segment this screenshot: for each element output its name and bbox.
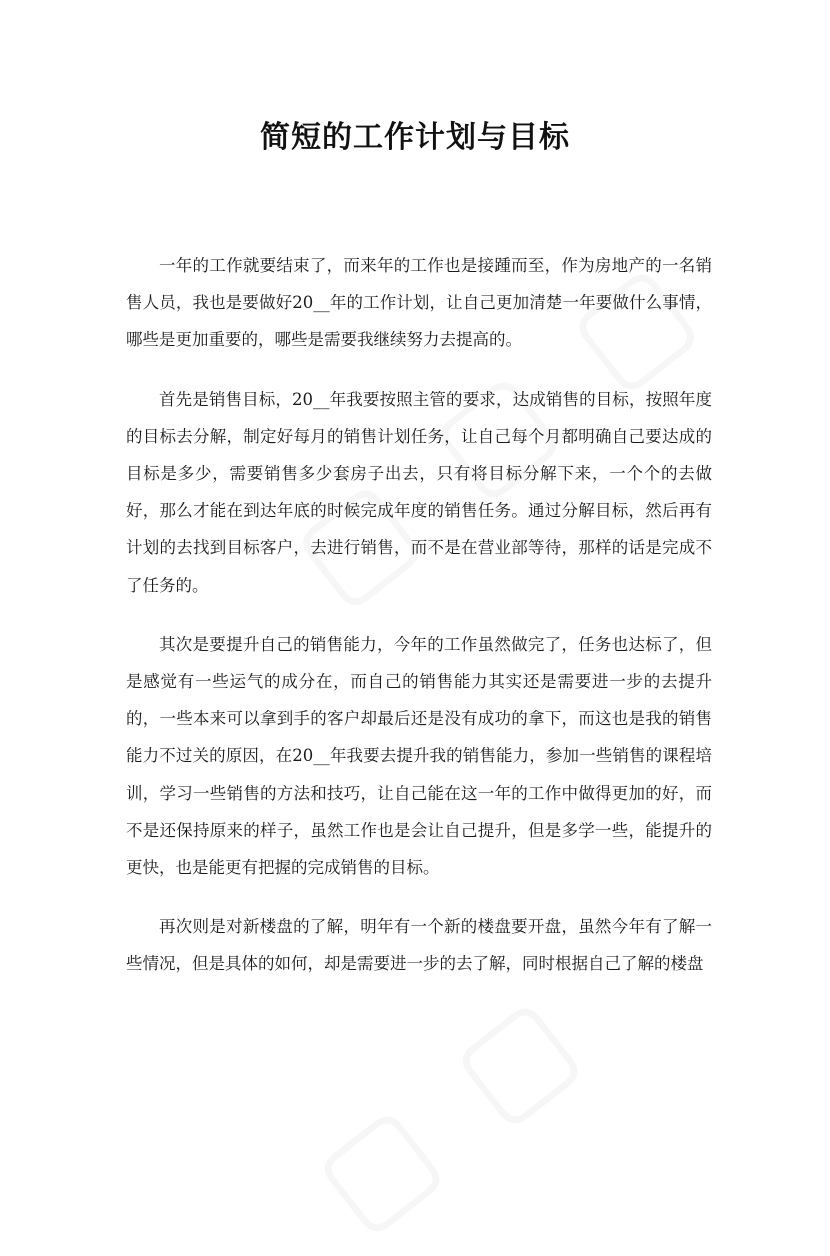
document-title: 简短的工作计划与目标 (260, 120, 570, 155)
paragraph-4: 再次则是对新楼盘的了解，明年有一个新的楼盘要开盘，虽然今年有了解一些情况，但是具体的如何，却是需要进一步的去了解，同时根据自己了解的楼盘 (126, 917, 712, 974)
paragraph-2: 首先是销售目标，20__年我要按照主管的要求，达成销售的目标，按照年度的目标去分解，制定好每月的销售计划任务，让自己每个月都明确自己要达成的目标是多少，需要销售多少套房子出去，只有将目标分解下来，一个个的去做好，那么才能在到达年底的时候完成年度的销售任务。通过分解目标，然后再有计划的去找到目标客户，去进行销售，而不是在营业部等待，那样的话是完成不了任务的。 (126, 389, 712, 595)
document-body (126, 247, 712, 1005)
paragraph-1: 一年的工作就要结束了，而来年的工作也是接踵而至，作为房地产的一名销售人员，我也是要做好20__年的工作计划，让自己更加清楚一年要做什么事情，哪些是更加重要的，哪些是需要我继续努力去提高的。 (126, 256, 712, 350)
paragraph-3: 其次是要提升自己的销售能力，今年的工作虽然做完了，任务也达标了，但是感觉有一些运气的成分在，而自己的销售能力其实还是需要进一步的去提升的，一些本来可以拿到手的客户却最后还是没有成功的拿下，而这也是我的销售能力不过关的原因，在20__年我要去提升我的销售能力，参加一些销售的课程培训，学习一些销售的方法和技巧，让自己能在这一年的工作中做得更加的好，而不是还保持原来的样子，虽然工作也是会让自己提升，但是多学一些，能提升的更快，也是能更有把握的完成销售的目标。 (126, 634, 712, 878)
watermark (289, 963, 610, 1256)
